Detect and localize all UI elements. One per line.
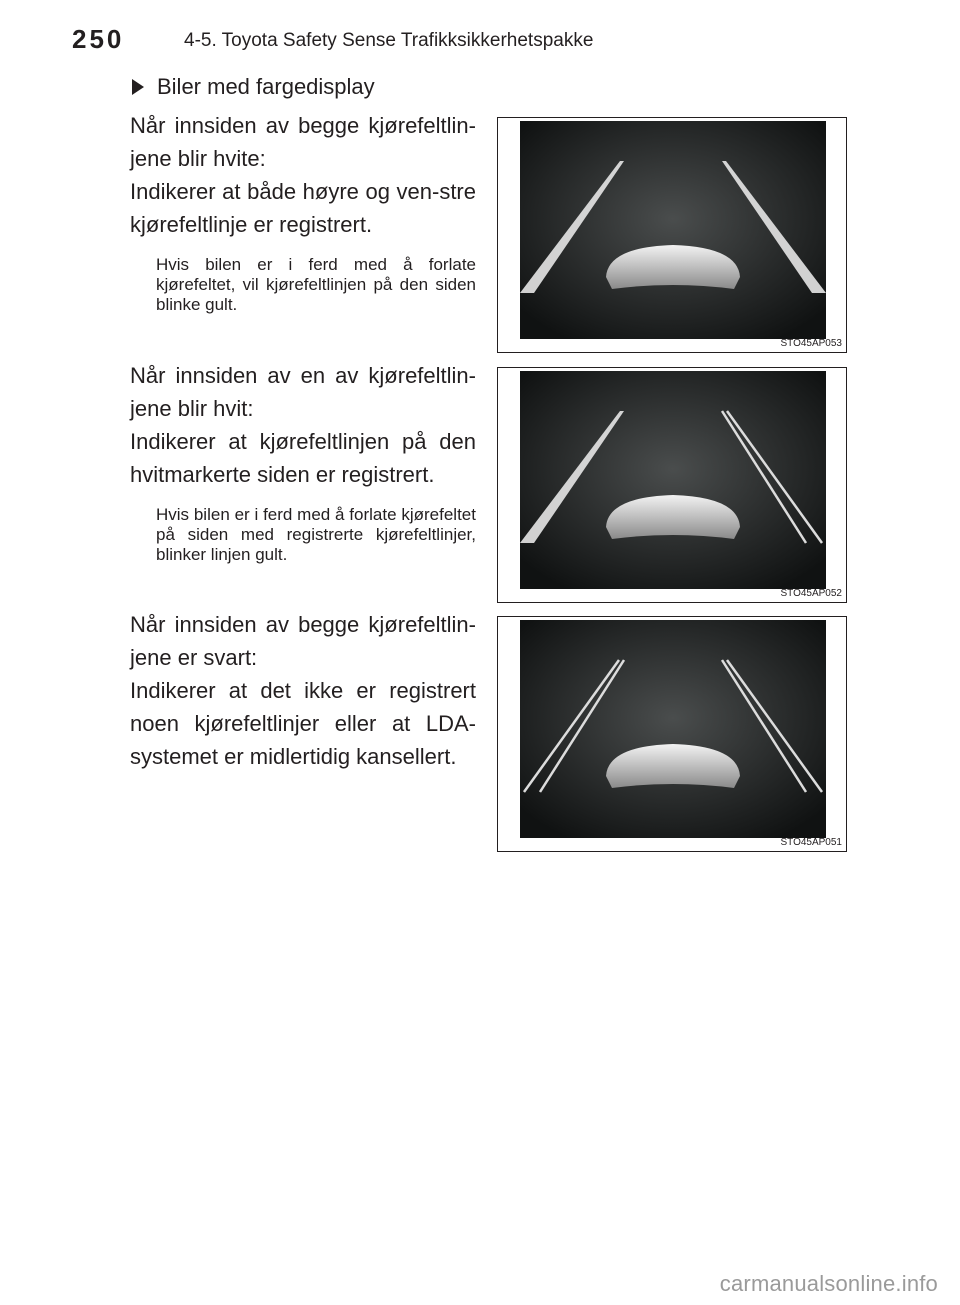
block-note: Hvis bilen er i ferd med å forlate kjørefeltet, vil kjørefeltlinjen på den siden blinke gult.: [156, 255, 476, 314]
block-lead: Når innsiden av begge kjørefeltlin-jene er svart:: [130, 612, 476, 670]
block-body: Indikerer at kjørefeltlinjen på den hvitmarkerte siden er registrert.: [130, 429, 476, 487]
watermark: carmanualsonline.info: [719, 1271, 938, 1296]
page-number: 250: [72, 24, 125, 54]
text-block-2: [130, 359, 476, 565]
figure-caption: STO45AP053: [780, 338, 842, 349]
lane-display-illustration: [520, 371, 826, 589]
figure-one-lane-white: [497, 367, 847, 603]
chapter-title: 4-5. Toyota Safety Sense Trafikksikkerhetspakke: [184, 30, 594, 51]
figure-no-lanes: [497, 616, 847, 852]
text-block-3: [130, 608, 476, 773]
block-body: Indikerer at det ikke er registrert noen kjørefeltlinjer eller at LDA-systemet er midlertidig kansellert.: [130, 678, 476, 769]
block-body: Indikerer at både høyre og ven-stre kjørefeltlinje er registrert.: [130, 179, 476, 237]
figure-caption: STO45AP052: [780, 588, 842, 599]
triangle-bullet-icon: [132, 79, 144, 95]
page-header: [0, 0, 960, 64]
block-lead: Når innsiden av begge kjørefeltlin-jene blir hvite:: [130, 113, 476, 171]
figure-both-lanes-white: [497, 117, 847, 353]
text-block-1: [130, 109, 476, 315]
section-heading: [132, 74, 375, 100]
section-heading-text: Biler med fargedisplay: [157, 74, 375, 99]
figure-caption: STO45AP051: [780, 837, 842, 848]
block-lead: Når innsiden av en av kjørefeltlin-jene blir hvit:: [130, 363, 476, 421]
lane-display-illustration: [520, 121, 826, 339]
block-note: Hvis bilen er i ferd med å forlate kjørefeltet på siden med registrerte kjørefeltlinjer, blinker linjen gult.: [156, 505, 476, 564]
lane-display-illustration: [520, 620, 826, 838]
